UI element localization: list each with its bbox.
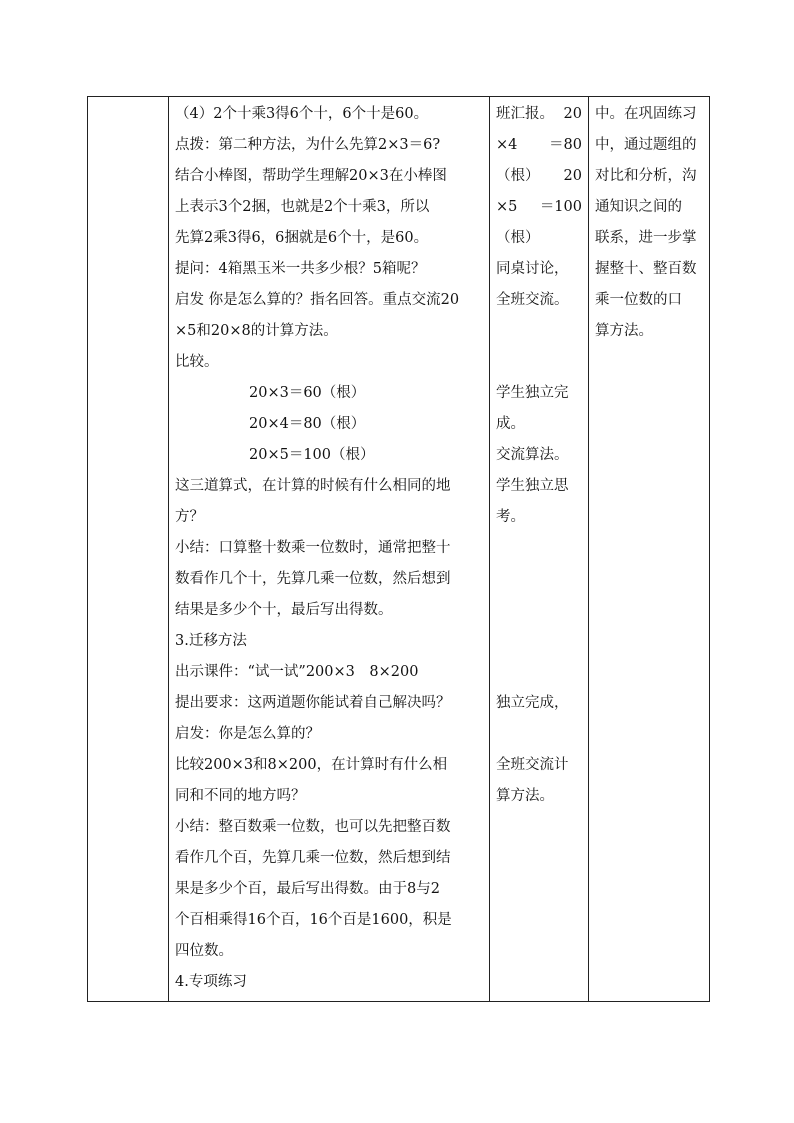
process-line: 比较。 xyxy=(175,354,219,370)
process-line: 结合小棒图，帮助学生理解20×3在小棒图 xyxy=(175,168,447,184)
process-line: 先算2乘3得6，6捆就是6个十，是60。 xyxy=(175,230,429,246)
activity-line: 全班交流计 xyxy=(496,757,569,773)
process-line: 四位数。 xyxy=(175,943,233,959)
section-heading: 3.迁移方法 xyxy=(175,633,247,649)
equation-line: 20×5＝100（根） xyxy=(249,447,375,463)
process-line: 这三道算式，在计算的时候有什么相同的地 xyxy=(175,478,451,494)
design-intent-cell xyxy=(589,97,710,1002)
process-line: 小结：整百数乘一位数，也可以先把整百数 xyxy=(175,819,451,835)
report-line: 班汇报。 20 xyxy=(496,106,582,122)
lesson-plan-table xyxy=(87,96,710,1002)
intent-line: 通知识之间的 xyxy=(595,199,682,215)
intent-line: 算方法。 xyxy=(595,323,653,339)
process-line: 启发 你是怎么算的？指名回答。重点交流20 xyxy=(175,292,460,308)
activity-line: 同桌讨论， xyxy=(496,261,569,277)
intent-line: 联系，进一步掌 xyxy=(595,230,697,246)
process-line: 果是多少个百，最后写出得数。由于8与2 xyxy=(175,881,440,897)
intent-line: 握整十、整百数 xyxy=(595,261,697,277)
process-line: 点拨：第二种方法，为什么先算2×3＝6? xyxy=(175,137,441,153)
intent-line: 中。在巩固练习 xyxy=(595,106,697,122)
blank-cell xyxy=(88,97,169,1002)
process-line: 数看作几个十，先算几乘一位数，然后想到 xyxy=(175,571,451,587)
activity-line: 全班交流。 xyxy=(496,292,569,308)
section-heading: 4.专项练习 xyxy=(175,974,247,990)
process-line: 出示课件：“试一试”200×3 8×200 xyxy=(175,664,419,680)
process-line: 结果是多少个十，最后写出得数。 xyxy=(175,602,393,618)
activity-line: 学生独立思 xyxy=(496,478,569,494)
activity-line: 成。 xyxy=(496,416,525,432)
intent-line: 中，通过题组的 xyxy=(595,137,697,153)
table-row xyxy=(88,97,710,1002)
process-line: （4）2个十乘3得6个十，6个十是60。 xyxy=(175,106,429,122)
process-line: ×5和20×8的计算方法。 xyxy=(175,323,338,339)
process-line: 提出要求：这两道题你能试着自己解决吗？ xyxy=(175,695,451,711)
process-line: 同和不同的地方吗？ xyxy=(175,788,306,804)
process-line: 看作几个百，先算几乘一位数，然后想到结 xyxy=(175,850,451,866)
process-line: 方？ xyxy=(175,509,204,525)
activity-line: 独立完成， xyxy=(496,695,569,711)
equation-line: 20×4＝80（根） xyxy=(249,416,366,432)
process-line: 小结：口算整十数乘一位数时，通常把整十 xyxy=(175,540,451,556)
report-line: （根） xyxy=(496,230,540,246)
process-line: 启发：你是怎么算的？ xyxy=(175,726,320,742)
report-line: ×4 ＝80 xyxy=(496,137,582,153)
activity-line: 考。 xyxy=(496,509,525,525)
process-line: 比较200×3和8×200，在计算时有什么相 xyxy=(175,757,448,773)
process-line: 个百相乘得16个百，16个百是1600，积是 xyxy=(175,912,452,928)
process-line: 提问：4箱黑玉米一共多少根？5箱呢？ xyxy=(175,261,426,277)
activity-line: 学生独立完 xyxy=(496,385,569,401)
intent-line: 乘一位数的口 xyxy=(595,292,682,308)
report-line: （根） 20 xyxy=(496,168,582,184)
teaching-process-cell xyxy=(169,97,490,1002)
report-line: ×5 ＝100 xyxy=(496,199,582,215)
process-line: 上表示3个2捆，也就是2个十乘3，所以 xyxy=(175,199,430,215)
activity-line: 交流算法。 xyxy=(496,447,569,463)
intent-line: 对比和分析，沟 xyxy=(595,168,697,184)
equation-line: 20×3＝60（根） xyxy=(249,385,366,401)
student-activity-cell xyxy=(490,97,589,1002)
activity-line: 算方法。 xyxy=(496,788,554,804)
